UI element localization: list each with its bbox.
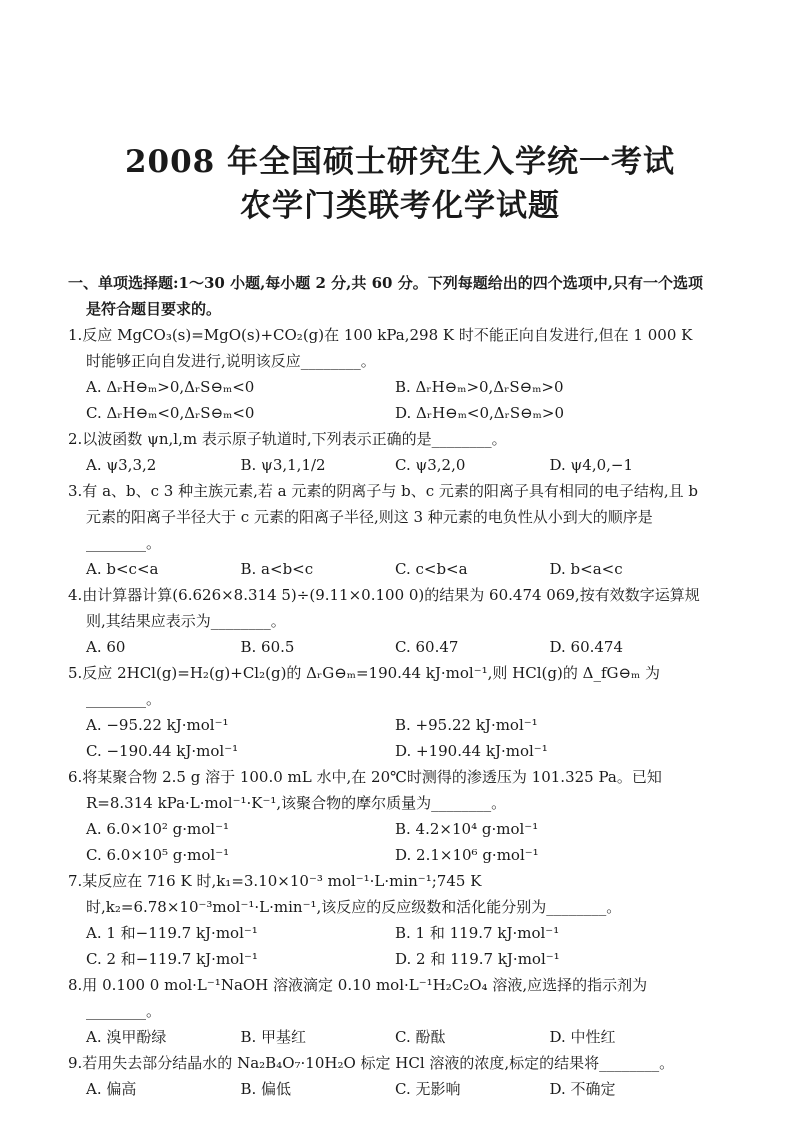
question-8 xyxy=(68,972,704,1050)
option-c: C. 2 和−119.7 kJ·mol⁻¹ xyxy=(86,950,258,968)
option-b: B. 4.2×10⁴ g·mol⁻¹ xyxy=(395,820,539,838)
option-d: D. 不确定 xyxy=(549,1080,616,1098)
option-b: B. 偏低 xyxy=(240,1080,292,1098)
option-c: C. ΔᵣH⊖ₘ<0,ΔᵣS⊖ₘ<0 xyxy=(86,404,255,422)
title-line-2: 农学门类联考化学试题 xyxy=(240,188,560,224)
question-stem: 6.将某聚合物 2.5 g 溶于 100.0 mL 水中,在 20℃时测得的渗透压为 101.325 Pa。已知 R=8.314 kPa·L·mol⁻¹·K⁻¹,该聚合物的摩尔质量为________。 xyxy=(68,768,662,812)
option-group xyxy=(68,920,704,972)
option-group xyxy=(68,634,704,660)
section-heading: 一、单项选择题:1～30 小题,每小题 2 分,共 60 分。下列每题给出的四个选项中,只有一个选项是符合题目要求的。 xyxy=(68,274,703,318)
option-d: D. 60.474 xyxy=(549,638,624,656)
option-b: B. a<b<c xyxy=(240,560,314,578)
option-a: A. ΔᵣH⊖ₘ>0,ΔᵣS⊖ₘ<0 xyxy=(86,378,255,396)
question-list xyxy=(68,322,704,1102)
question-4 xyxy=(68,582,704,660)
option-b: B. 60.5 xyxy=(240,638,295,656)
question-stem: 7.某反应在 716 K 时,k₁=3.10×10⁻³ mol⁻¹·L·min⁻¹;745 K 时,k₂=6.78×10⁻³mol⁻¹·L·min⁻¹,该反应的反应级数和活化能分别为________。 xyxy=(68,872,622,916)
option-a: A. 1 和−119.7 kJ·mol⁻¹ xyxy=(86,924,258,942)
option-d: D. ψ4,0,−1 xyxy=(549,456,634,474)
option-a: A. 偏高 xyxy=(86,1080,137,1098)
option-a: A. b<c<a xyxy=(86,560,159,578)
option-b: B. ΔᵣH⊖ₘ>0,ΔᵣS⊖ₘ>0 xyxy=(395,378,564,396)
question-stem: 1.反应 MgCO₃(s)=MgO(s)+CO₂(g)在 100 kPa,298 K 时不能正向自发进行,但在 1 000 K 时能够正向自发进行,说明该反应________。 xyxy=(68,326,693,370)
option-group xyxy=(68,556,704,582)
option-group xyxy=(68,1024,704,1050)
question-7 xyxy=(68,868,704,972)
option-b: B. +95.22 kJ·mol⁻¹ xyxy=(395,716,538,734)
option-a: A. 溴甲酚绿 xyxy=(86,1028,167,1046)
option-d: D. 2 和 119.7 kJ·mol⁻¹ xyxy=(395,950,560,968)
question-stem: 8.用 0.100 0 mol·L⁻¹NaOH 溶液滴定 0.10 mol·L⁻¹H₂C₂O₄ 溶液,应选择的指示剂为________。 xyxy=(68,976,648,1020)
question-stem: 4.由计算器计算(6.626×8.314 5)÷(9.11×0.100 0)的结果为 60.474 069,按有效数字运算规则,其结果应表示为________。 xyxy=(68,586,700,630)
option-d: D. b<a<c xyxy=(549,560,623,578)
option-group xyxy=(68,1076,704,1102)
option-b: B. 1 和 119.7 kJ·mol⁻¹ xyxy=(395,924,560,942)
option-b: B. 甲基红 xyxy=(240,1028,307,1046)
question-9 xyxy=(68,1050,704,1102)
question-3 xyxy=(68,478,704,582)
option-c: C. 6.0×10⁵ g·mol⁻¹ xyxy=(86,846,230,864)
option-d: D. ΔᵣH⊖ₘ<0,ΔᵣS⊖ₘ>0 xyxy=(395,404,564,422)
option-d: D. +190.44 kJ·mol⁻¹ xyxy=(395,742,548,760)
question-6 xyxy=(68,764,704,868)
option-group xyxy=(68,374,704,426)
option-a: A. ψ3,3,2 xyxy=(86,456,157,474)
question-stem: 2.以波函数 ψn,l,m 表示原子轨道时,下列表示正确的是________。 xyxy=(68,430,507,448)
option-group xyxy=(68,452,704,478)
question-1 xyxy=(68,322,704,426)
option-c: C. c<b<a xyxy=(395,560,468,578)
question-stem: 5.反应 2HCl(g)=H₂(g)+Cl₂(g)的 ΔᵣG⊖ₘ=190.44 kJ·mol⁻¹,则 HCl(g)的 Δ_fG⊖ₘ 为________。 xyxy=(68,664,661,708)
exam-title xyxy=(96,140,704,228)
option-d: D. 中性红 xyxy=(549,1028,616,1046)
option-group xyxy=(68,712,704,764)
question-5 xyxy=(68,660,704,764)
option-group xyxy=(68,816,704,868)
option-c: C. ψ3,2,0 xyxy=(395,456,466,474)
option-c: C. 60.47 xyxy=(395,638,459,656)
option-a: A. −95.22 kJ·mol⁻¹ xyxy=(86,716,229,734)
option-a: A. 60 xyxy=(86,638,126,656)
question-stem: 9.若用失去部分结晶水的 Na₂B₄O₇·10H₂O 标定 HCl 溶液的浓度,标定的结果将________。 xyxy=(68,1054,675,1072)
option-c: C. 酚酞 xyxy=(395,1028,446,1046)
question-2 xyxy=(68,426,704,478)
option-d: D. 2.1×10⁶ g·mol⁻¹ xyxy=(395,846,539,864)
title-line-1: 2008 年全国硕士研究生入学统一考试 xyxy=(124,144,676,180)
option-c: C. 无影响 xyxy=(395,1080,461,1098)
option-c: C. −190.44 kJ·mol⁻¹ xyxy=(86,742,239,760)
option-b: B. ψ3,1,1/2 xyxy=(240,456,326,474)
option-a: A. 6.0×10² g·mol⁻¹ xyxy=(86,820,230,838)
question-stem: 3.有 a、b、c 3 种主族元素,若 a 元素的阴离子与 b、c 元素的阳离子具有相同的电子结构,且 b 元素的阳离子半径大于 c 元素的阳离子半径,则这 3 种元素的电负性从小到大的顺序是________。 xyxy=(68,482,699,552)
